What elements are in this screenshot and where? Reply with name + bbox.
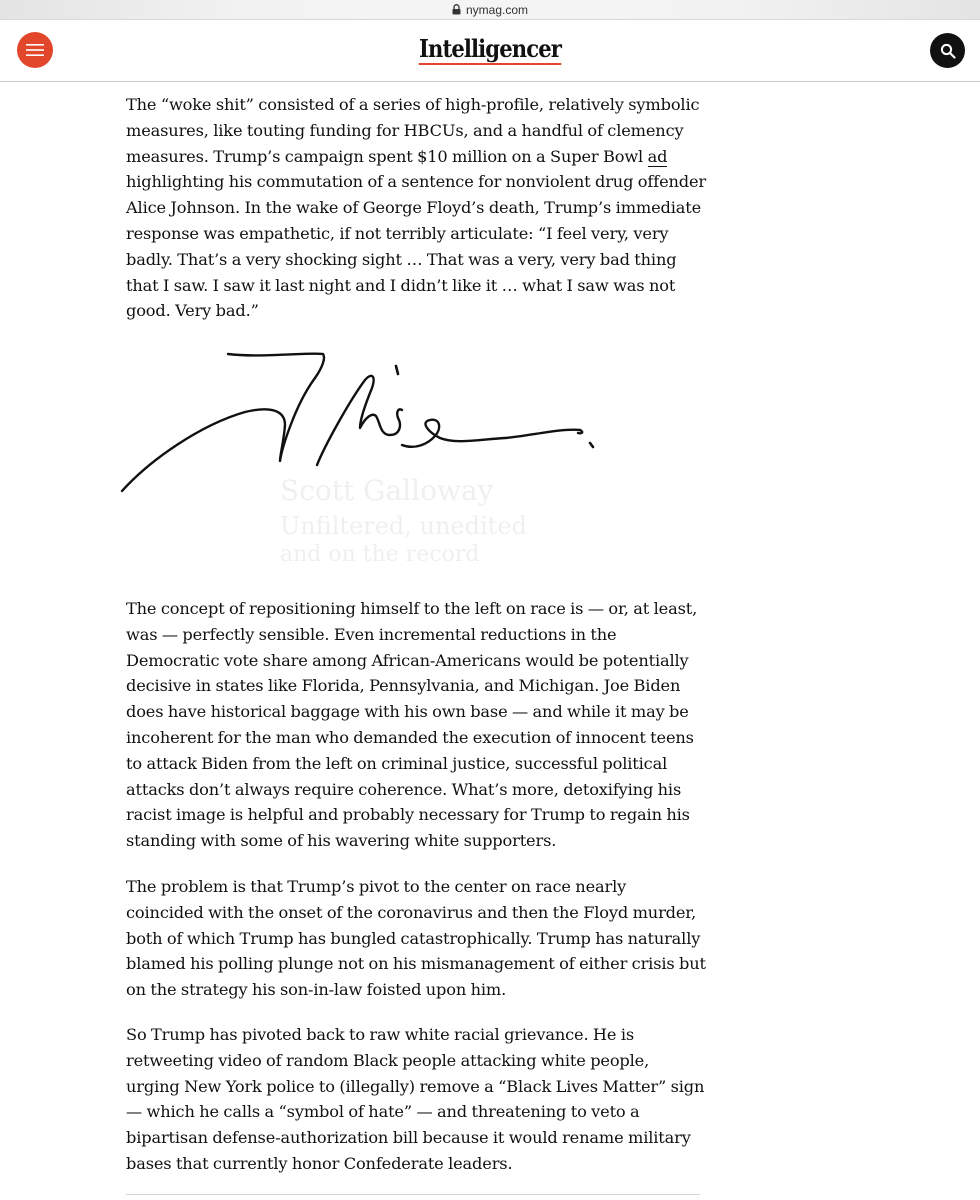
lock-icon xyxy=(452,4,461,15)
ad-link[interactable]: ad xyxy=(647,146,668,166)
article-divider xyxy=(126,1194,700,1195)
faded-ad-tagline-1: Unfiltered, unedited xyxy=(280,512,527,540)
p1-text-before-link: The “woke shit” consisted of a series of high-profile, relatively symbolic measures, like touting funding for HBCUs, and a handful of clemency measures. Trump’s campaign spent $10 million on a Super Bowl xyxy=(126,95,700,166)
search-icon xyxy=(940,43,956,59)
hamburger-icon xyxy=(26,44,44,56)
handwritten-annotation xyxy=(110,340,610,500)
faded-ad-name: Scott Galloway xyxy=(280,474,494,507)
article-paragraph-3: The problem is that Trump’s pivot to the center on race nearly coincided with the onset of the coronavirus and then the Floyd murder, both of which Trump has bungled catastrophically. Trump has naturally blamed his polling plunge not on his mismanagement of either crisis but on the strategy his son-in-law foisted upon him. xyxy=(126,877,706,1000)
browser-url-bar[interactable] xyxy=(0,0,980,20)
site-logo[interactable] xyxy=(59,34,921,63)
url-display[interactable] xyxy=(452,3,528,17)
menu-button[interactable] xyxy=(17,32,53,68)
article-paragraph-1 xyxy=(126,92,706,324)
site-header xyxy=(0,20,980,82)
faded-ad-tagline-2: and on the record xyxy=(280,542,480,567)
url-text: nymag.com xyxy=(465,2,529,17)
article-paragraph-2: The concept of repositioning himself to the left on race is — or, at least, was — perfectly sensible. Even incremental reductions in the Democratic vote share among African-Americans would be potentially decisive in states like Florida, Pennsylvania, and Michigan. Joe Biden does have historical baggage with his own base — and while it may be incoherent for the man who demanded the execution of innocent teens to attack Biden from the left on criminal justice, successful political attacks don’t always require coherence. What’s more, detoxifying his racist image is helpful and probably necessary for Trump to regain his standing with some of his wavering white supporters. xyxy=(126,599,698,851)
article-paragraph-4: So Trump has pivoted back to raw white racial grievance. He is retweeting video of random Black people attacking white people, urging New York police to (illegally) remove a “Black Lives Matter” sign — which he calls a “symbol of hate” — and threatening to veto a bipartisan defense-authorization bill because it would rename military bases that currently honor Confederate leaders. xyxy=(126,1025,705,1173)
search-button[interactable] xyxy=(930,33,965,68)
p1-text-after-link: highlighting his commutation of a sentence for nonviolent drug offender Alice Johnson. In the wake of George Floyd’s death, Trump’s immediate response was empathetic, if not terribly articulate: “I feel very, very badly. That’s a very shocking sight … That was a very, very bad thing that I saw. I saw it last night and I didn’t like it … what I saw was not good. Very bad.” xyxy=(126,172,707,321)
logo-text: Intelligencer xyxy=(418,34,562,63)
